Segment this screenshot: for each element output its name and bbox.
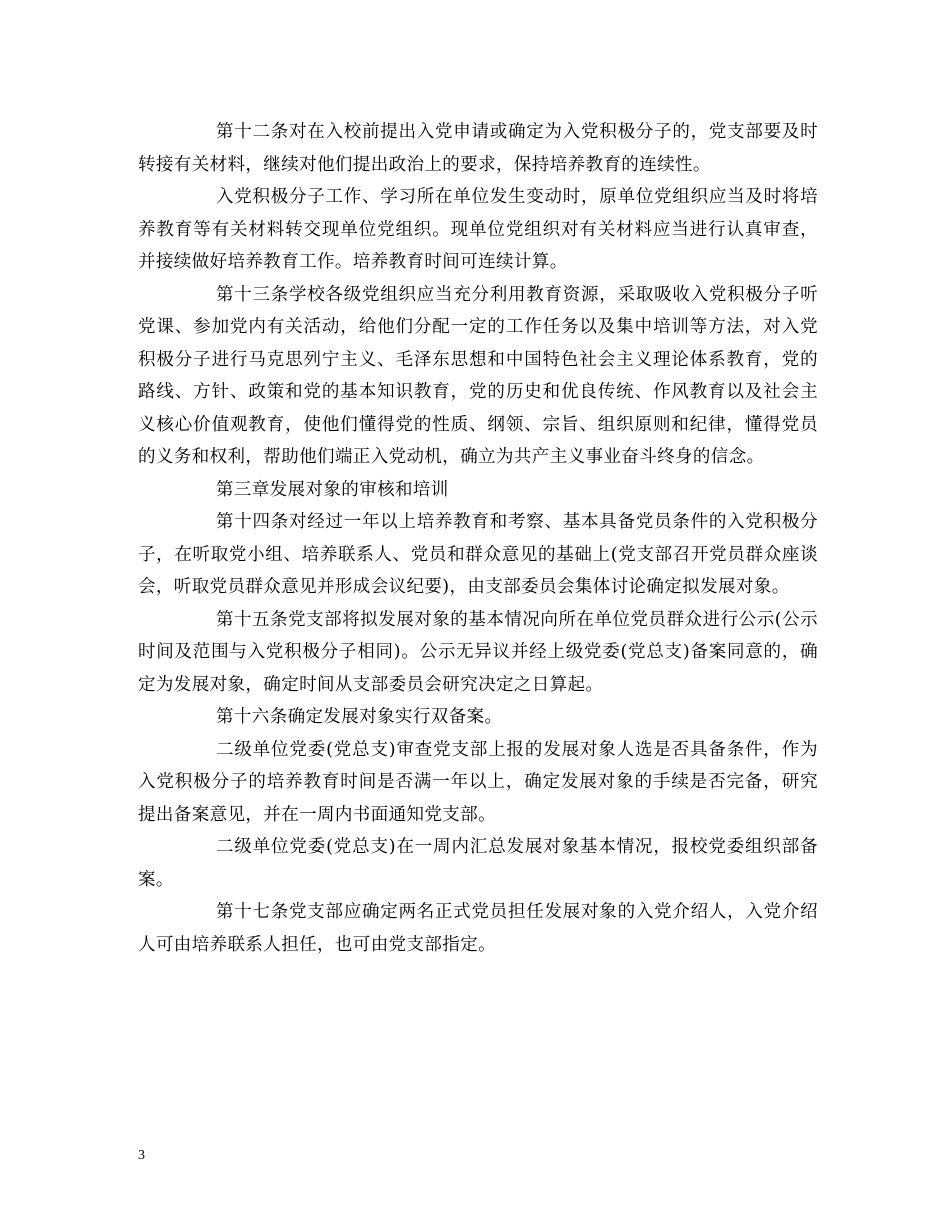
- paragraph-transfer-materials: 入党积极分子工作、学习所在单位发生变动时，原单位党组织应当及时将培养教育等有关材料转交现单位党组织。现单位党组织对有关材料应当进行认真审查，并接续做好培养教育工作。培养教育时间可连续计算。: [138, 187, 818, 272]
- paragraph-article-14: 第十四条对经过一年以上培养教育和考察、基本具备党员条件的入党积极分子，在听取党小组、培养联系人、党员和群众意见的基础上(党支部召开党员群众座谈会，听取党员群众意见并形成会议纪要)，由支部委员会集体讨论确定拟发展对象。: [138, 512, 818, 597]
- paragraph-article-15: 第十五条党支部将拟发展对象的基本情况向所在单位党员群众进行公示(公示时间及范围与入党积极分子相同)。公示无异议并经上级党委(党总支)备案同意的，确定为发展对象，确定时间从支部委员会研究决定之日算起。: [138, 609, 818, 695]
- paragraph-article-16: 第十六条确定发展对象实行双备案。: [216, 707, 503, 727]
- chapter-heading: 第三章发展对象的审核和培训: [216, 479, 449, 500]
- page-number: 3: [138, 1148, 145, 1163]
- document-body: [138, 116, 818, 961]
- paragraph-summary-filing: 二级单位党委(党总支)在一周内汇总发展对象基本情况，报校党委组织部备案。: [138, 837, 818, 890]
- paragraph-article-12: 第十二条对在入校前提出入党申请或确定为入党积极分子的，党支部要及时转接有关材料，继续对他们提出政治上的要求，保持培养教育的连续性。: [138, 122, 818, 175]
- paragraph-review-candidates: 二级单位党委(党总支)审查党支部上报的发展对象人选是否具备条件，作为入党积极分子的培养教育时间是否满一年以上，确定发展对象的手续是否完备，研究提出备案意见，并在一周内书面通知党支部。: [138, 739, 818, 825]
- paragraph-article-13: 第十三条学校各级党组织应当充分利用教育资源，采取吸收入党积极分子听党课、参加党内有关活动，给他们分配一定的工作任务以及集中培训等方法，对入党积极分子进行马克思列宁主义、毛泽东思想和中国特色社会主义理论体系教育，党的路线、方针、政策和党的基本知识教育，党的历史和优良传统、作风教育以及社会主义核心价值观教育，使他们懂得党的性质、纲领、宗旨、组织原则和纪律，懂得党员的义务和权利，帮助他们端正入党动机，确立为共产主义事业奋斗终身的信念。: [138, 284, 818, 467]
- paragraph-article-17: 第十七条党支部应确定两名正式党员担任发展对象的入党介绍人，入党介绍人可由培养联系人担任，也可由党支部指定。: [138, 902, 818, 955]
